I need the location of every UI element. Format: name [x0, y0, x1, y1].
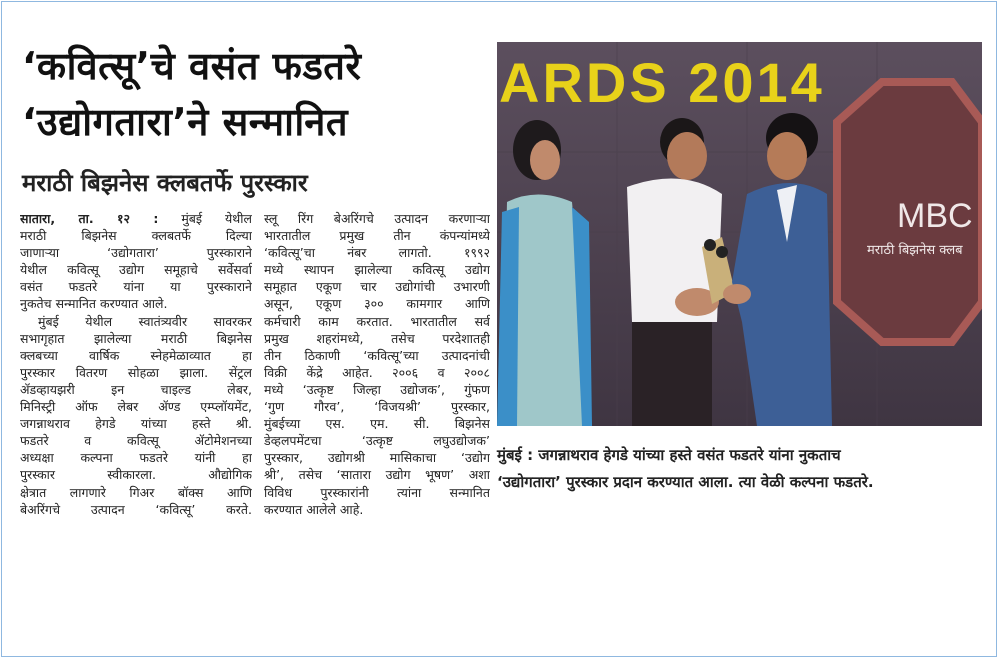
column-line: पुरस्कार स्वीकारला. औद्योगिक	[20, 467, 252, 483]
column-line: क्षेत्रात लागणारे गिअर बॉक्स आणि	[20, 484, 252, 500]
column-line: ‘गुण गौरव’, ‘विजयश्री’ पुरस्कार,	[264, 399, 490, 415]
column-line: स्लू रिंग बेअरिंगचे उत्पादन करणाऱ्या	[264, 211, 490, 226]
column-line: ‘कवित्सू’चा नंबर लागतो. १९९२	[264, 245, 490, 261]
award-photo	[497, 42, 982, 426]
logo-subtext: मराठी बिझनेस क्लब	[867, 243, 963, 258]
column-line: मराठी बिझनेस क्लबतर्फे दिल्या	[20, 228, 252, 244]
column-line: सभागृहात झालेल्या मराठी बिझनेस	[20, 330, 252, 346]
column-line: डेव्हलपमेंटचा ‘उत्कृष्ट लघुउद्योजक’	[264, 433, 490, 449]
column-line: असून, एकूण ३०० कामगार आणि	[264, 296, 490, 312]
photo-caption	[497, 442, 982, 496]
article-column-1	[20, 210, 252, 518]
column-line: नुकतेच सन्मानित करण्यात आले.	[20, 296, 168, 312]
column-line: वसंत फडतरे यांना या पुरस्काराने	[20, 279, 252, 295]
column-line: बेअरिंगचे उत्पादन ‘कवित्सू’ करते.	[20, 501, 252, 517]
caption-line-1: मुंबई : जगन्नाथराव हेगडे यांच्या हस्ते वसंत फडतरे यांना नुकताच	[497, 446, 841, 464]
column-line: ॲडव्हायझरी इन चाइल्ड लेबर,	[20, 381, 252, 397]
column-line: श्री’, तसेच ‘सातारा उद्योग भूषण’ अशा	[264, 467, 490, 483]
column-line: मुंबईच्या एस. एम. सी. बिझनेस	[264, 416, 490, 432]
headline-line-1: ‘कवित्सू’चे वसंत फडतरे	[22, 44, 362, 88]
dateline: सातारा, ता. १२ :	[20, 211, 159, 226]
column-line: प्रमुख शहरांमध्ये, तसेच परदेशातही	[264, 330, 490, 346]
logo-text: MBC	[897, 197, 973, 235]
column-line: मिनिस्ट्री ऑफ लेबर ॲण्ड एम्प्लॉयमेंट,	[20, 399, 252, 415]
column-line: पुरस्कार, उद्योगश्री मासिकाचा ‘उद्योग	[264, 450, 490, 466]
subheadline: मराठी बिझनेस क्लबतर्फे पुरस्कार	[22, 169, 308, 197]
column-line: येथील कवित्सू उद्योग समूहाचे सर्वेसर्वा	[20, 262, 252, 278]
column-line: भारतातील प्रमुख तीन कंपन्यांमध्ये	[264, 228, 490, 244]
column-line: विविध पुरस्कारांनी त्यांना सन्मानित	[264, 484, 490, 500]
headline	[22, 38, 492, 150]
banner-text: ARDS 2014	[499, 51, 825, 114]
column-line: पुरस्कार वितरण सोहळा झाला. सेंट्रल	[20, 364, 252, 380]
award-photo-illustration	[497, 42, 982, 426]
caption-line-2: ‘उद्योगतारा’ पुरस्कार प्रदान करण्यात आला. त्या वेळी कल्पना फडतरे.	[497, 473, 874, 491]
headline-line-2: ‘उद्योगतारा’ने सन्मानित	[22, 100, 349, 144]
column-line: मध्ये स्थापन झालेल्या कवित्सू उद्योग	[264, 262, 490, 278]
mbc-logo	[837, 82, 982, 342]
column-line: क्लबच्या वार्षिक स्नेहमेळाव्यात हा	[20, 347, 252, 363]
column-line: जाणाऱ्या ‘उद्योगतारा’ पुरस्काराने	[20, 245, 252, 261]
column-line: तीन ठिकाणी ‘कवित्सू’च्या उत्पादनांची	[264, 347, 490, 363]
column-line: फडतरे व कवित्सू ॲटोमेशनच्या	[20, 433, 252, 449]
column-line: कर्मचारी काम करतात. भारतातील सर्व	[264, 313, 490, 329]
column-line: जगन्नाथराव हेगडे यांच्या हस्ते श्री.	[20, 416, 252, 432]
column-line: मुंबई येथील	[181, 211, 252, 226]
column-line: मध्ये ‘उत्कृष्ट जिल्हा उद्योजक’, गुंफण	[264, 381, 490, 397]
column-line: समूहात एकूण चार उद्योगांची उभारणी	[264, 279, 490, 295]
column-line: करण्यात आलेले आहे.	[264, 501, 364, 517]
column-line: मुंबई येथील स्वातंत्र्यवीर सावरकर	[38, 313, 252, 329]
column-line: अध्यक्षा कल्पना फडतरे यांनी हा	[20, 450, 252, 466]
article-column-2	[264, 210, 490, 518]
column-line: विक्री केंद्रे आहेत. २००६ व २००८	[264, 364, 490, 380]
